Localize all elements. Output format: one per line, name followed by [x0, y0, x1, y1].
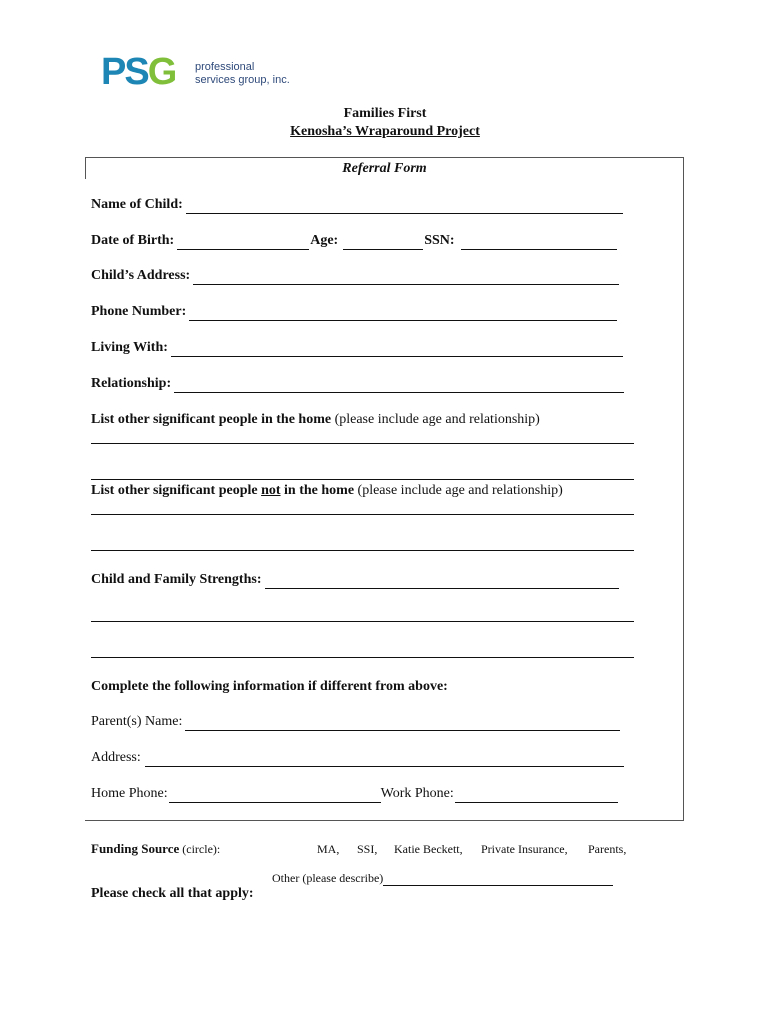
different-heading-row [91, 678, 448, 696]
not-in-home-label-b: in the home [280, 483, 355, 498]
child-address-field[interactable] [193, 270, 619, 285]
relationship-field[interactable] [174, 378, 624, 393]
parent-address-label: Address: [91, 750, 141, 765]
dob-field[interactable] [177, 235, 309, 250]
child-name-label: Name of Child: [91, 197, 183, 212]
phone-row [91, 303, 617, 321]
funding-option-katie-beckett[interactable]: Katie Beckett, [394, 842, 463, 856]
not-in-home-note: (please include age and relationship) [354, 483, 563, 498]
parents-name-label: Parent(s) Name: [91, 714, 183, 729]
home-phone-field[interactable] [169, 788, 381, 803]
funding-other-field[interactable] [383, 874, 613, 886]
logo-letter-s: S [124, 51, 148, 93]
child-name-row [91, 196, 623, 214]
funding-source-label: Funding Source [91, 841, 180, 856]
child-address-row [91, 267, 619, 285]
not-in-home-row [91, 482, 563, 500]
not-in-home-label-a: List other significant people [91, 483, 262, 498]
in-home-line-1[interactable] [91, 443, 634, 444]
funding-source-row [91, 841, 220, 857]
document-subtitle: Kenosha’s Wraparound Project [290, 124, 480, 139]
work-phone-field[interactable] [455, 788, 618, 803]
dob-age-ssn-row [91, 232, 617, 250]
funding-option-ssi[interactable]: SSI, [357, 842, 378, 856]
parents-name-row [91, 713, 620, 731]
dob-label: Date of Birth: [91, 233, 175, 248]
parent-address-field[interactable] [145, 752, 624, 767]
living-with-label: Living With: [91, 340, 168, 355]
not-in-home-line-2[interactable] [91, 550, 634, 551]
living-with-row [91, 339, 623, 357]
strengths-line-3[interactable] [91, 657, 634, 658]
logo-line-1: professional [195, 61, 255, 73]
home-phone-label: Home Phone: [91, 786, 168, 801]
logo-company-name [195, 61, 290, 87]
phones-row [91, 785, 618, 803]
strengths-line-2[interactable] [91, 621, 634, 622]
psg-logo [101, 53, 301, 93]
not-in-home-line-1[interactable] [91, 514, 634, 515]
strengths-label: Child and Family Strengths: [91, 572, 262, 587]
work-phone-label: Work Phone: [380, 786, 454, 801]
in-home-note: (please include age and relationship) [331, 412, 540, 427]
parent-address-row [91, 749, 624, 767]
not-in-home-label-not: not [261, 483, 281, 498]
relationship-label: Relationship: [91, 376, 172, 391]
check-all-heading: Please check all that apply: [91, 886, 254, 901]
funding-option-ma[interactable]: MA, [317, 842, 340, 856]
form-title: Referral Form [342, 161, 427, 176]
strengths-row [91, 571, 619, 589]
phone-label: Phone Number: [91, 304, 187, 319]
funding-option-parents[interactable]: Parents, [588, 842, 627, 856]
phone-field[interactable] [189, 306, 617, 321]
logo-line-2: services group, inc. [195, 74, 290, 86]
logo-letter-p: P [101, 51, 125, 93]
logo-letter-g: G [147, 51, 176, 93]
strengths-field[interactable] [265, 574, 619, 589]
ssn-label: SSN: [424, 233, 455, 248]
child-address-label: Child’s Address: [91, 268, 191, 283]
funding-other-row [272, 871, 613, 886]
in-home-label: List other significant people in the home [91, 412, 332, 427]
in-home-line-2[interactable] [91, 479, 634, 480]
different-heading: Complete the following information if different from above: [91, 679, 448, 694]
age-label: Age: [310, 233, 339, 248]
funding-other-label: Other (please describe) [272, 871, 384, 885]
funding-source-note: (circle): [179, 842, 221, 856]
logo-letters [101, 53, 175, 91]
document-title: Families First [343, 106, 427, 121]
funding-option-private-insurance[interactable]: Private Insurance, [481, 842, 568, 856]
in-home-row [91, 411, 540, 429]
relationship-row [91, 375, 624, 393]
child-name-field[interactable] [186, 199, 623, 214]
age-field[interactable] [343, 235, 423, 250]
parents-name-field[interactable] [185, 716, 620, 731]
ssn-field[interactable] [461, 235, 617, 250]
living-with-field[interactable] [171, 342, 623, 357]
